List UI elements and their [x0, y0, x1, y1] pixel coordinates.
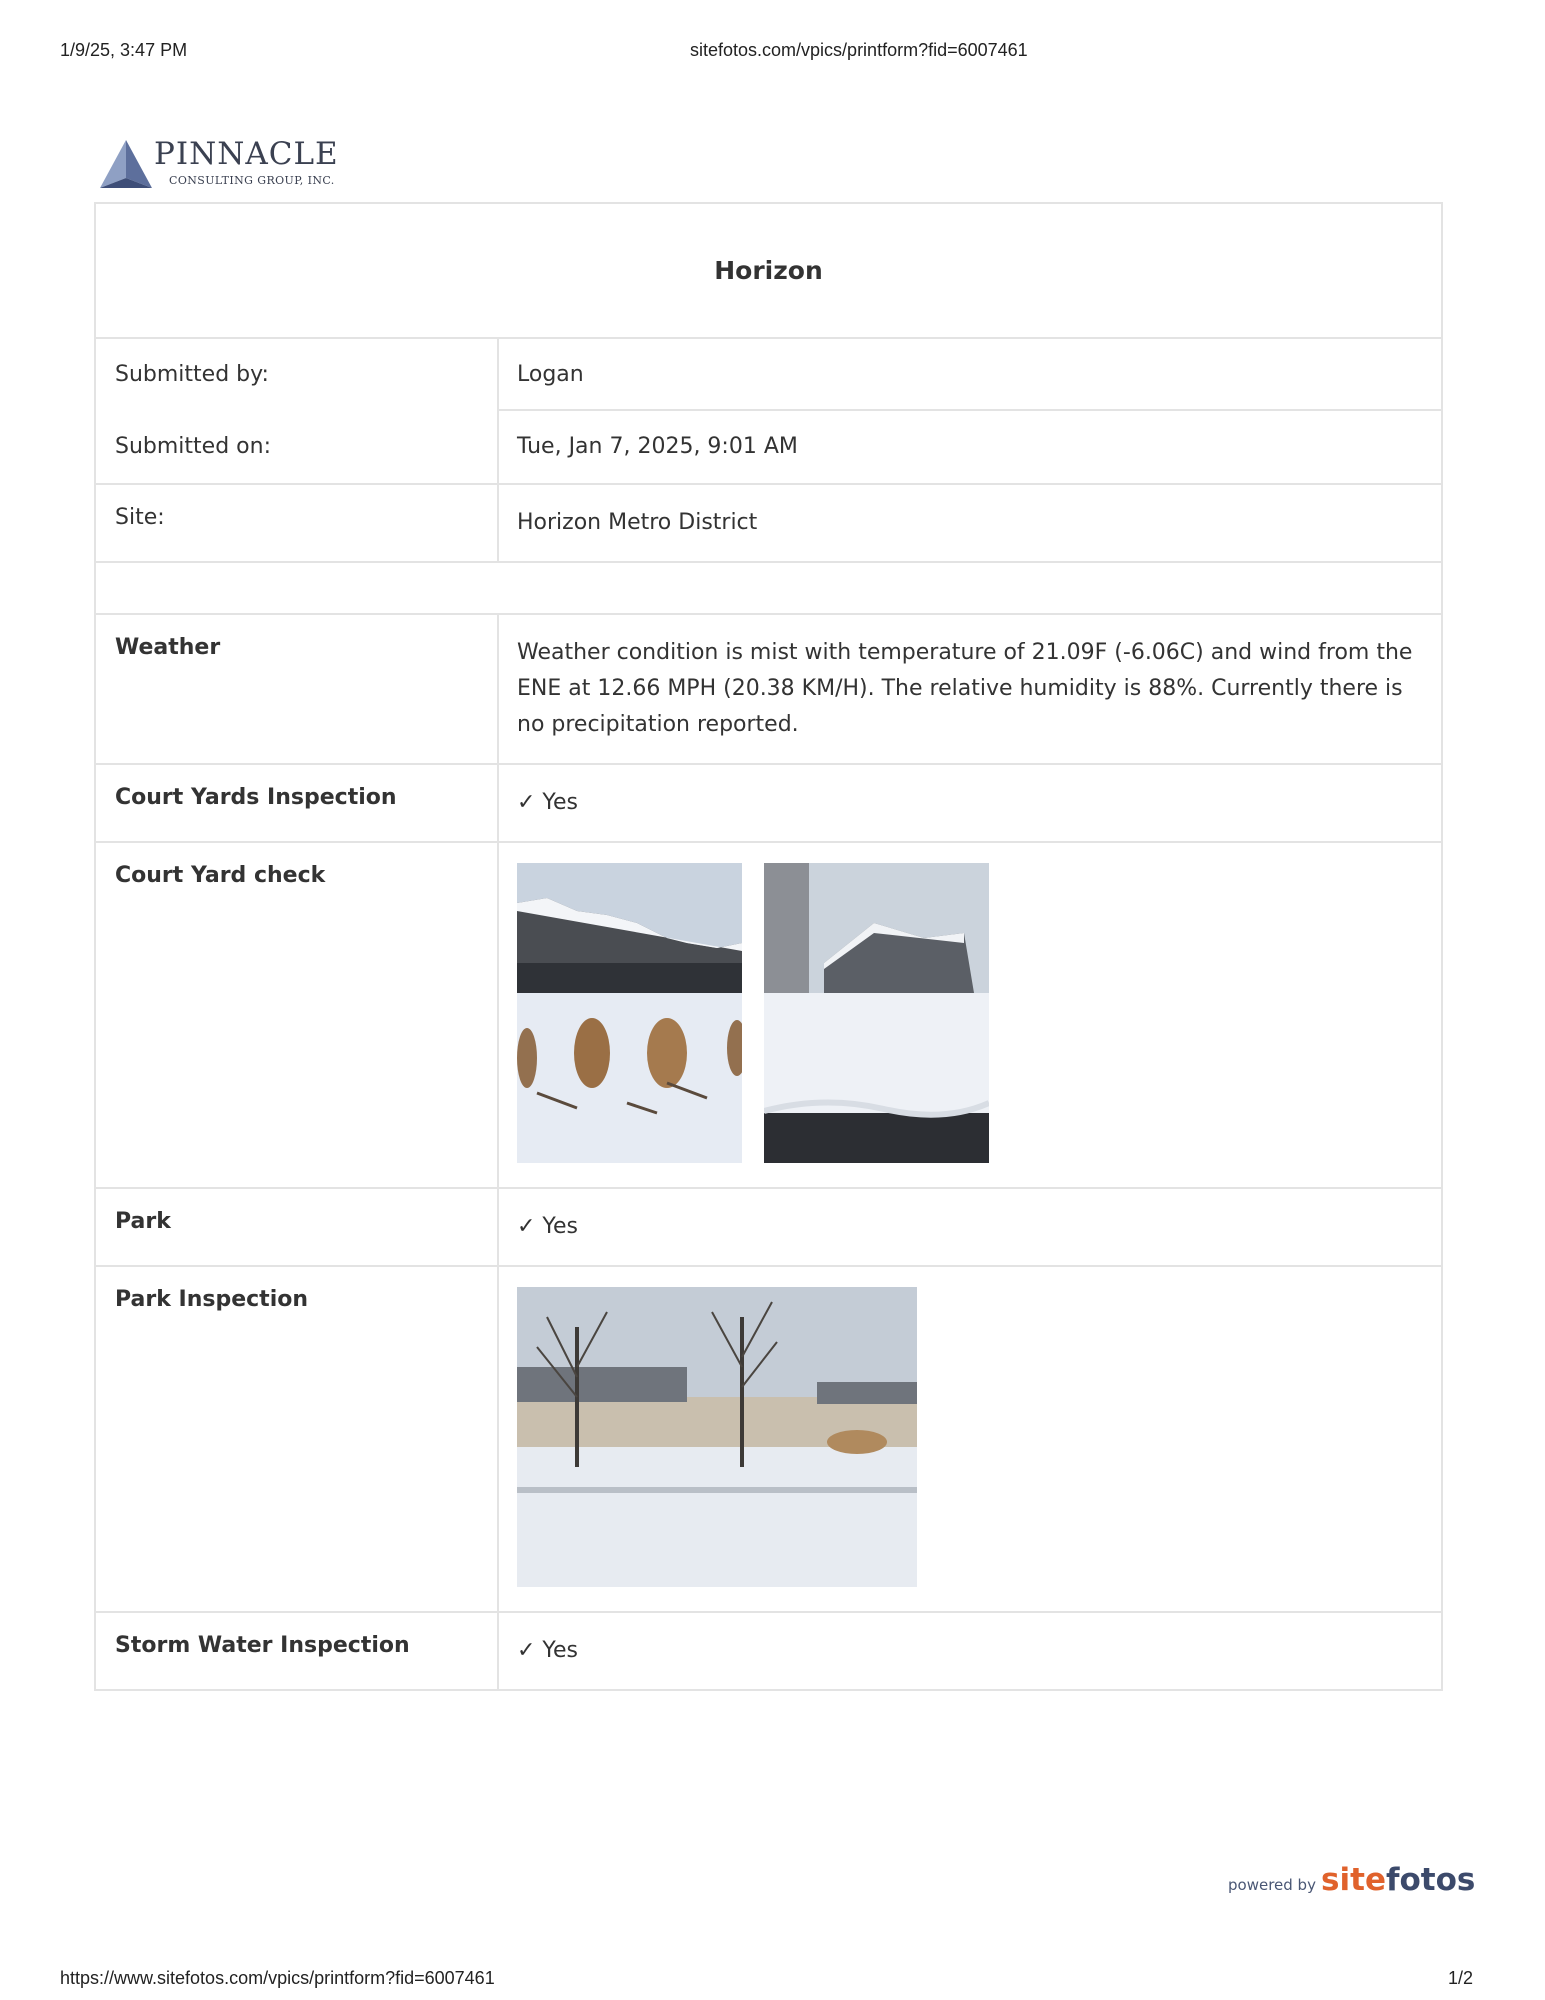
pinnacle-logo [98, 138, 338, 194]
form-title: Horizon [714, 256, 823, 285]
submitted-on-value: Tue, Jan 7, 2025, 9:01 AM [517, 434, 798, 459]
storm-water-label: Storm Water Inspection [96, 1613, 499, 1689]
court-yard-photo-1[interactable] [517, 863, 742, 1163]
court-yard-photos [499, 843, 1441, 1187]
brand-site: site [1321, 1862, 1386, 1898]
storm-water-row [96, 1611, 1441, 1689]
site-label: Site: [96, 485, 499, 561]
submission-row [96, 337, 1441, 483]
submission-values [499, 339, 1441, 483]
site-row [96, 483, 1441, 561]
spacer-row [96, 561, 1441, 613]
submission-labels [96, 339, 499, 483]
court-yards-row [96, 763, 1441, 841]
weather-row [96, 613, 1441, 763]
court-yard-check-row [96, 841, 1441, 1187]
print-datetime: 1/9/25, 3:47 PM [60, 40, 188, 60]
court-yards-label: Court Yards Inspection [96, 765, 499, 841]
park-inspection-label: Park Inspection [96, 1267, 499, 1611]
weather-value: Weather condition is mist with temperature of 21.09F (-6.06C) and wind from the ENE at 12.66 MPH (20.38 KM/H). The relative humidity is 88%. Currently there is no precipitation reported. [517, 640, 1413, 737]
logo-name: PINNACLE [154, 136, 339, 172]
site-value: Horizon Metro District [517, 510, 758, 535]
submitted-on-label: Submitted on: [115, 434, 271, 459]
submitted-by-label: Submitted by: [115, 362, 269, 387]
footer-url: https://www.sitefotos.com/vpics/printform?fid=6007461 [60, 1968, 495, 1988]
park-value: ✓ Yes [517, 1214, 578, 1239]
logo-subtitle: CONSULTING GROUP, INC. [169, 174, 335, 187]
form-title-row [96, 204, 1441, 337]
weather-label: Weather [96, 615, 499, 763]
park-label: Park [96, 1189, 499, 1265]
page-number: 1/2 [1448, 1968, 1474, 1988]
park-row [96, 1187, 1441, 1265]
submitted-by-value: Logan [499, 339, 1441, 411]
pyramid-icon [98, 138, 154, 190]
inspection-form [94, 202, 1443, 1691]
park-photos [499, 1267, 1441, 1611]
court-yard-check-label: Court Yard check [96, 843, 499, 1187]
sitefotos-logo [1321, 1862, 1475, 1898]
court-yard-photo-2[interactable] [764, 863, 989, 1163]
park-photo-1[interactable] [517, 1287, 917, 1587]
brand-fotos: fotos [1385, 1862, 1476, 1898]
storm-water-value: ✓ Yes [517, 1638, 578, 1663]
print-url: sitefotos.com/vpics/printform?fid=6007461 [690, 40, 1028, 60]
powered-by-text: powered by [1228, 1876, 1316, 1894]
court-yards-value: ✓ Yes [517, 790, 578, 815]
park-inspection-row [96, 1265, 1441, 1611]
sitefotos-branding [1228, 1862, 1475, 1898]
